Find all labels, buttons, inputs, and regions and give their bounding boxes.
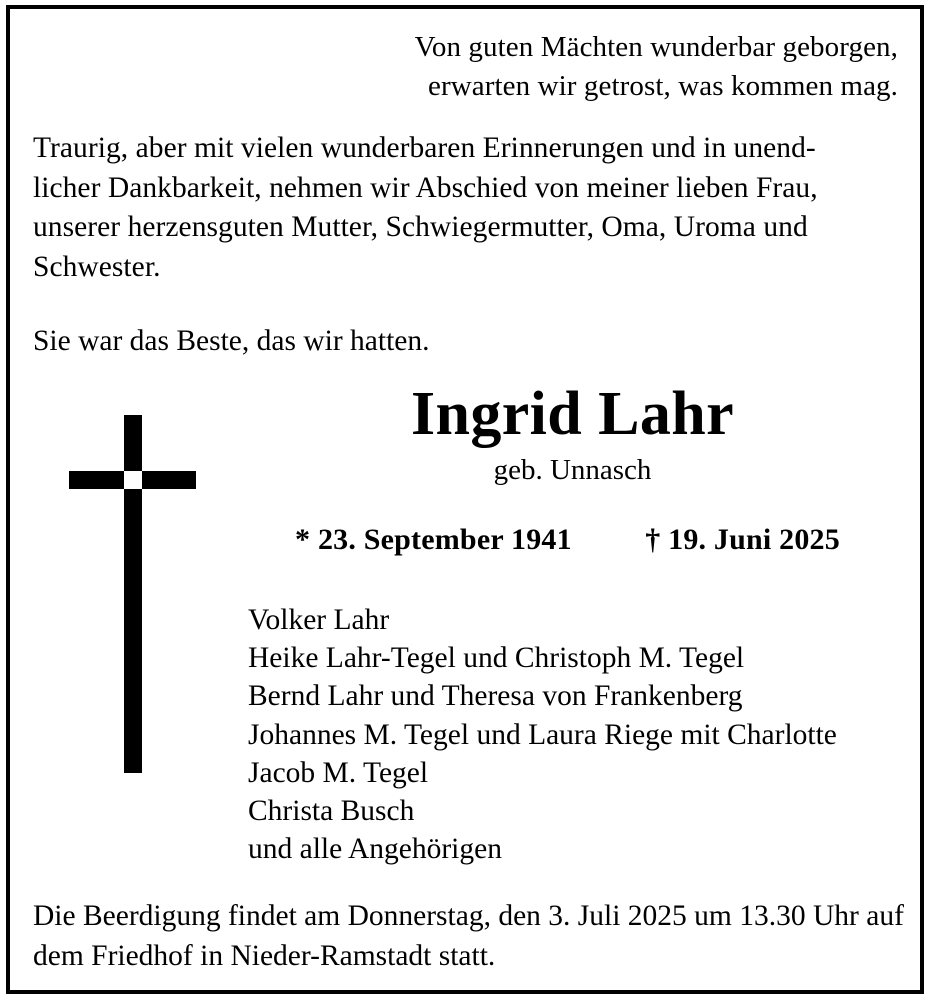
- epigraph: [33, 0, 898, 105]
- deceased-name: Ingrid Lahr: [410, 380, 735, 448]
- survivor-line: Volker Lahr: [248, 604, 390, 636]
- deceased-maiden-name: geb. Unnasch: [493, 454, 652, 487]
- survivor-line: Bernd Lahr und Theresa von Frankenberg: [248, 680, 743, 713]
- funeral-details-line-1: Die Beerdigung findet am Donnerstag, den 3. Juli 2025 um 13.30 Uhr auf: [33, 900, 904, 932]
- birth-date: 23. September 1941: [317, 523, 572, 556]
- survivor-line: Heike Lahr-Tegel und Christoph M. Tegel: [248, 642, 745, 675]
- life-dates: [215, 523, 920, 557]
- survivors-list: [248, 601, 837, 868]
- opening-paragraph: [33, 129, 898, 288]
- death-date: 19. Juni 2025: [668, 523, 840, 556]
- tribute-line: Sie war das Beste, das wir hatten.: [33, 324, 430, 357]
- opening-paragraph-line-1: Traurig, aber mit vielen wunderbaren Erinnerungen und in unend-: [33, 132, 816, 165]
- opening-paragraph-line-4: Schwester.: [33, 251, 161, 284]
- opening-paragraph-line-3: unserer herzensguten Mutter, Schwiegermutter, Oma, Uroma und: [33, 211, 808, 244]
- survivor-line: und alle Angehörigen: [248, 833, 502, 866]
- survivor-line: Christa Busch: [248, 794, 415, 827]
- latin-cross-icon: [36, 415, 198, 775]
- deceased-name-block: [215, 380, 930, 488]
- epigraph-line-2: erwarten wir getrost, was kommen mag.: [428, 69, 898, 102]
- cross-center-notch: [124, 471, 142, 489]
- birth-symbol: *: [295, 523, 311, 556]
- epigraph-line-1: Von guten Mächten wunderbar geborgen,: [414, 31, 898, 63]
- survivor-line: Jacob M. Tegel: [248, 756, 429, 789]
- death-symbol: †: [645, 523, 661, 556]
- opening-paragraph-line-2: licher Dankbarkeit, nehmen wir Abschied von meiner lieben Frau,: [33, 171, 818, 204]
- survivor-line: Johannes M. Tegel und Laura Riege mit Charlotte: [248, 718, 837, 751]
- cross-vertical-beam: [124, 415, 142, 773]
- funeral-details: [33, 897, 904, 976]
- funeral-details-line-2: dem Friedhof in Nieder-Ramstadt statt.: [33, 939, 496, 972]
